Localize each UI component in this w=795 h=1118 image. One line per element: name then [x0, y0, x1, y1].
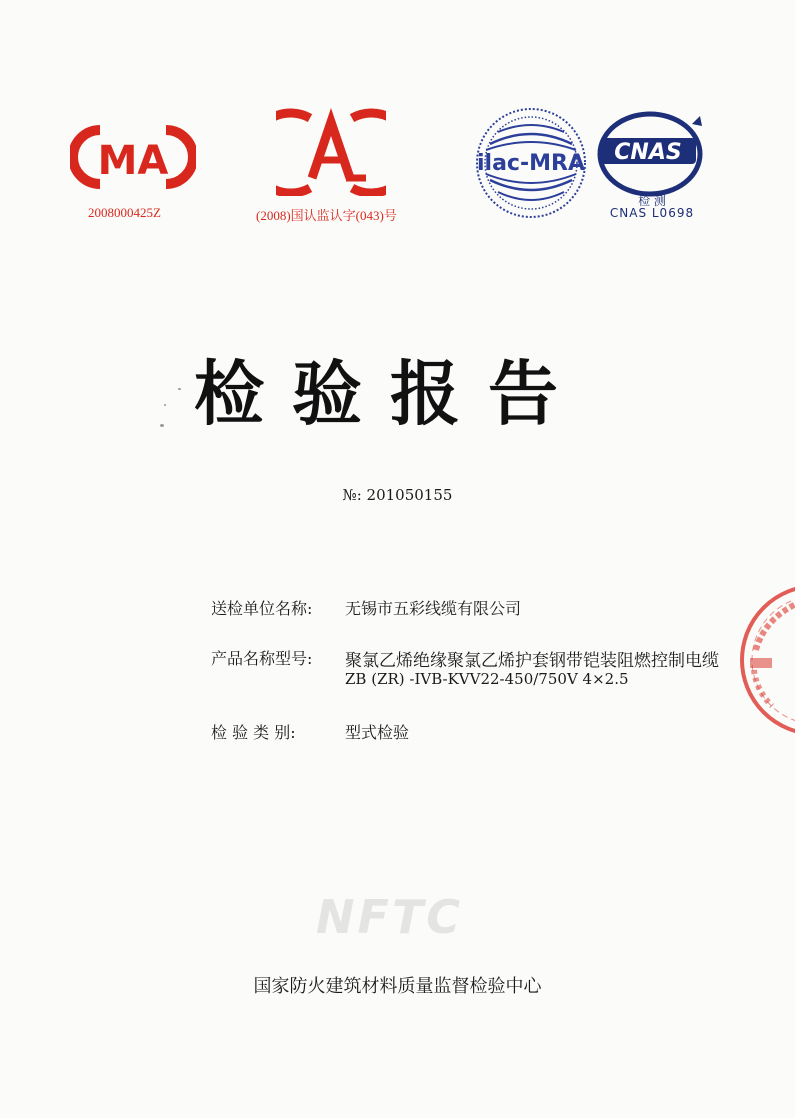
cma-mark-icon	[70, 122, 196, 192]
scan-speck	[178, 388, 181, 390]
cnas-mark-icon	[596, 110, 708, 198]
ilac-logo-text: ilac-MRA	[477, 151, 585, 176]
product-value-line1: 聚氯乙烯绝缘聚氯乙烯护套钢带铠装阻燃控制电缆	[345, 651, 719, 671]
seal-icon	[736, 580, 795, 740]
inspection-type-label: 检 验 类 别:	[211, 723, 296, 742]
issuing-organization: 国家防火建筑材料质量监督检验中心	[253, 976, 542, 997]
nftc-watermark: NFTC	[316, 890, 464, 944]
cal-mark-icon	[276, 108, 386, 196]
client-value: 无锡市五彩线缆有限公司	[345, 599, 522, 618]
scan-speck	[164, 404, 166, 406]
report-number: №: 201050155	[342, 486, 453, 504]
product-value-line2: ZB (ZR) -IVB-KVV22-450/750V 4×2.5	[345, 670, 629, 688]
cal-number: (2008)国认监认字(043)号	[256, 208, 397, 223]
report-title: 检验报告	[194, 353, 586, 435]
cma-logo	[70, 122, 196, 192]
scan-speck	[160, 424, 164, 427]
ilac-globe-icon	[472, 104, 590, 222]
cnas-logo	[596, 110, 708, 198]
inspection-type-value: 型式检验	[345, 723, 410, 742]
svg-text:MA: MA	[97, 138, 169, 184]
cal-logo	[276, 108, 386, 196]
cma-number: 2008000425Z	[88, 205, 161, 220]
cnas-number: CNAS L0698	[609, 206, 695, 220]
client-label: 送检单位名称:	[211, 599, 313, 618]
official-seal-stamp	[736, 580, 795, 740]
product-label: 产品名称型号:	[211, 649, 313, 668]
ilac-mra-logo	[472, 104, 590, 222]
cnas-sub-label: 检 测	[638, 194, 666, 208]
cnas-logo-text: CNAS	[614, 140, 682, 165]
